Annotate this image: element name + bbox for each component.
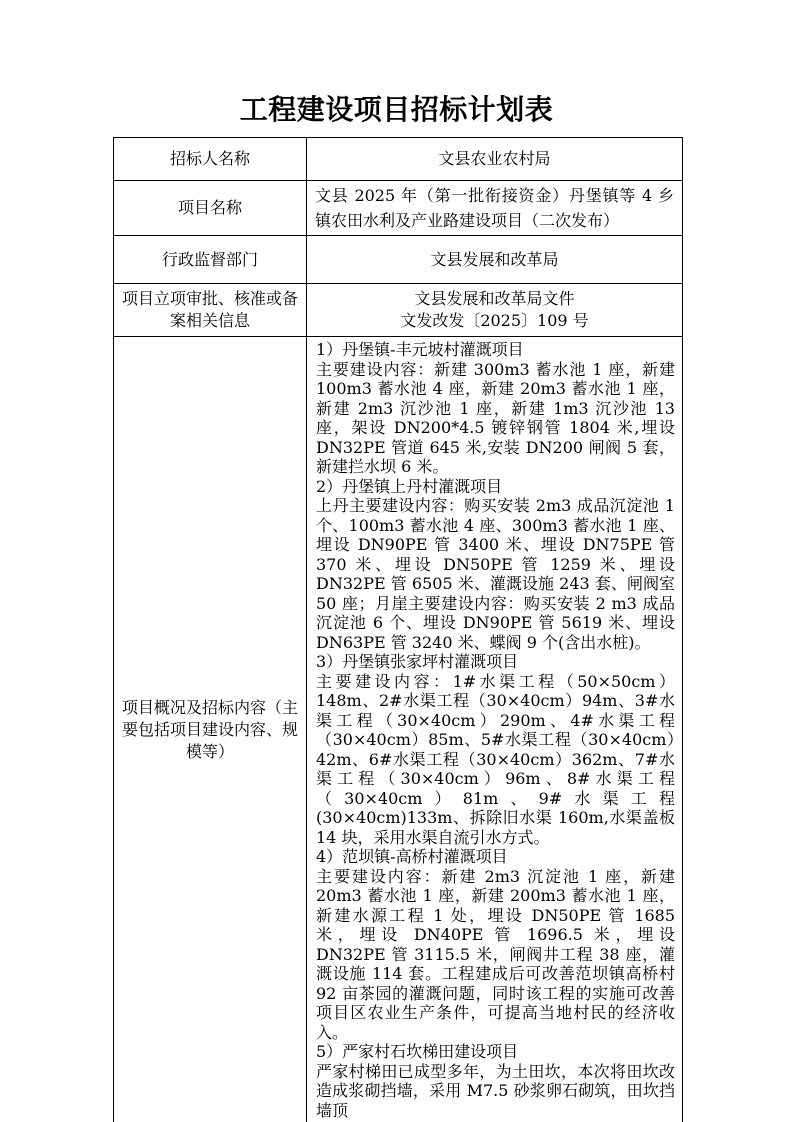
- overview-section-3-body: 主要建设内容：1#水渠工程（50×50cm）148m、2#水渠工程（30×40cm）94m、3#水渠工程（30×40cm）290m、4#水渠工程（30×40cm）85m、5#水渠工程（30×40cm）42m、6#水渠工程（30×40cm）362m、7#水渠工程（30×40cm）96m、8#水渠工程（30×40cm）81m、9#水渠工程(30×40cm)133m、拆除旧水渠 160m,水渠盖板 14 块，采用水渠自流引水方式。: [316, 671, 675, 847]
- table-row-approval-info: [114, 284, 683, 337]
- project-name-value: 文县 2025 年（第一批衔接资金）丹堡镇等 4 乡镇农田水利及产业路建设项目（二次发布）: [307, 181, 683, 236]
- table-row-project-overview: [114, 337, 683, 1122]
- overview-section-2-heading: 2）丹堡镇上丹村灌溉项目: [316, 476, 503, 496]
- approval-doc-source: 文县发展和改革局文件: [414, 289, 575, 308]
- overview-section-5-body: 严家村梯田已成型多年，为土田坎，本次将田坎改造成浆砌挡墙，采用 M7.5 砂浆卵石砌筑，田坎挡墙顶: [316, 1061, 675, 1120]
- approval-info-label: 项目立项审批、核准或备案相关信息: [114, 284, 307, 337]
- overview-section-1-heading: 1）丹堡镇-丰元坡村灌溉项目: [316, 340, 524, 359]
- supervisor-value: 文县发展和改革局: [307, 236, 683, 284]
- overview-section-4-body: 主要建设内容：新建 2m3 沉淀池 1 座，新建 20m3 蓄水池 1 座，新建 200m3 蓄水池 1 座，新建水源工程 1 处，埋设 DN50PE 管 1685 米，埋设 DN40PE 管 1696.5 米，埋设 DN32PE 管 3115.5 米，闸阀井工程 38 座，灌溉设施 114 套。工程建成后可改善范坝镇高桥村 92 亩茶园的灌溉问题，同时该工程的实施可改善项目区农业生产条件，可提高当地村民的经济收入。: [316, 866, 675, 1042]
- approval-info-value: [307, 284, 683, 337]
- overview-section-4-heading: 4）范坝镇-高桥村灌溉项目: [316, 847, 508, 866]
- overview-section-1-body: 主要建设内容：新建 300m3 蓄水池 1 座，新建 100m3 蓄水池 4 座，新建 20m3 蓄水池 1 座，新建 2m3 沉沙池 1 座，新建 1m3 沉沙池 13 座，架设 DN200*4.5 镀锌钢管 1804 米,埋设 DN32PE 管道 645 米,安装 DN200 闸阀 5 套，新建拦水坝 6 米。: [316, 359, 675, 476]
- project-name-label: 项目名称: [114, 181, 307, 236]
- project-overview-value: [307, 337, 683, 1122]
- overview-section-5-heading: 5）严家村石坎梯田建设项目: [316, 1042, 519, 1061]
- project-overview-label: 项目概况及招标内容（主要包括项目建设内容、规模等）: [114, 337, 307, 1122]
- bidder-name-value: 文县农业农村局: [307, 138, 683, 181]
- approval-doc-number: 文发改发〔2025〕109 号: [400, 311, 589, 330]
- bidding-plan-table: [113, 137, 683, 1122]
- overview-section-2-body: 上丹主要建设内容：购买安装 2m3 成品沉淀池 1 个、100m3 蓄水池 4 座、300m3 蓄水池 1 座、埋设 DN90PE 管 3400 米、埋设 DN75PE 管 370 米、埋设 DN50PE 管 1259 米、埋设 DN32PE 管 6505 米、灌溉设施 243 套、闸阀室 50 座；月崖主要建设内容：购买安装 2 m3 成品沉淀池 6 个、埋设 DN90PE 管 5619 米、埋设 DN63PE 管 3240 米、蝶阀 9 个(含出水桩)。: [316, 496, 675, 652]
- bidder-name-label: 招标人名称: [114, 138, 307, 181]
- page-title: 工程建设项目招标计划表: [239, 94, 554, 125]
- table-row-bidder: [114, 138, 683, 181]
- overview-section-3-heading: 3）丹堡镇张家坪村灌溉项目: [316, 652, 519, 671]
- supervisor-label: 行政监督部门: [114, 236, 307, 284]
- table-row-project-name: [114, 181, 683, 236]
- table-row-supervisor: [114, 236, 683, 284]
